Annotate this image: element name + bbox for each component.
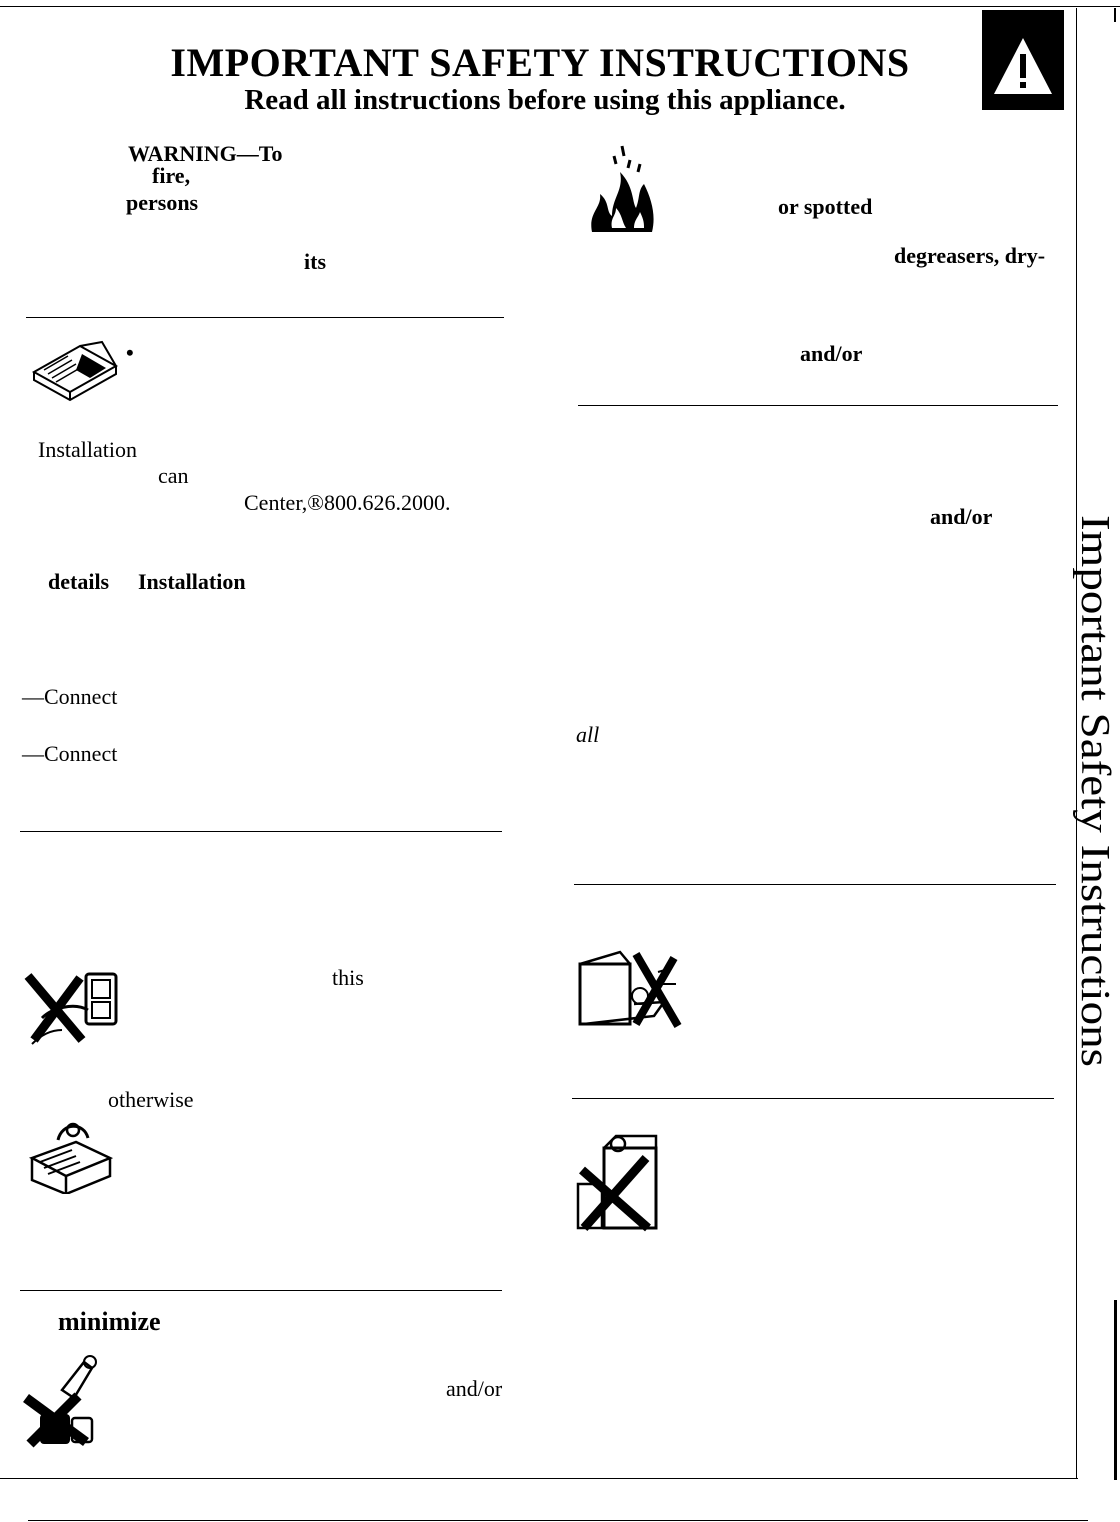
sidebar-title-text: Important Safety Instructions xyxy=(1073,515,1119,996)
section-divider-3 xyxy=(20,1290,502,1291)
no-adapter-plug-icon xyxy=(22,968,122,1048)
fragment-center-phone: Center,®800.626.2000. xyxy=(244,490,451,515)
section-divider-1 xyxy=(26,317,504,318)
no-child-in-dryer-icon xyxy=(574,944,684,1034)
section-divider-5 xyxy=(574,884,1056,885)
page-subtitle: Read all instructions before using this appliance. xyxy=(244,84,846,116)
fragment-details: details xyxy=(48,569,110,594)
section-divider-6 xyxy=(572,1098,1054,1099)
fragment-can: can xyxy=(158,463,189,488)
bullet: • xyxy=(126,340,134,365)
fragment-or-spotted: or spotted xyxy=(778,194,873,219)
fragment-connect-2: —Connect xyxy=(22,741,118,766)
fragment-minimize: minimize xyxy=(58,1307,161,1336)
tab-marker xyxy=(1114,1300,1117,1480)
warning-label: WARNING—To xyxy=(128,141,283,166)
fragment-and-or-right-1: and/or xyxy=(800,341,863,366)
fragment-its: its xyxy=(304,249,326,274)
no-flammable-spray-icon xyxy=(22,1352,102,1448)
fragment-connect-1: —Connect xyxy=(22,684,118,709)
manual-book-icon xyxy=(30,340,120,410)
fragment-persons: persons xyxy=(126,190,199,215)
fragment-installation-2: Installation xyxy=(138,569,246,594)
tab-marker-top xyxy=(1114,8,1116,22)
sidebar-title xyxy=(1062,515,1120,1075)
fragment-and-or-left: and/or xyxy=(446,1376,503,1401)
fragment-all: all xyxy=(576,722,600,747)
footer-rule xyxy=(28,1520,1088,1521)
fragment-installation-1: Installation xyxy=(38,437,137,462)
fragment-degreasers: degreasers, dry- xyxy=(894,243,1046,268)
toolbox-icon xyxy=(26,1118,116,1194)
bottom-rule xyxy=(0,1478,1078,1479)
page-title: IMPORTANT SAFETY INSTRUCTIONS xyxy=(170,40,910,85)
fragment-this: this xyxy=(332,965,364,990)
section-divider-2 xyxy=(20,831,502,832)
fragment-and-or-right-2: and/or xyxy=(930,504,993,529)
fire-flames-icon xyxy=(582,142,662,238)
fragment-otherwise: otherwise xyxy=(108,1087,194,1112)
section-divider-4 xyxy=(578,405,1058,406)
top-rule xyxy=(0,6,1120,7)
no-climbing-child-icon xyxy=(574,1128,664,1232)
fragment-fire: fire, xyxy=(152,163,191,188)
